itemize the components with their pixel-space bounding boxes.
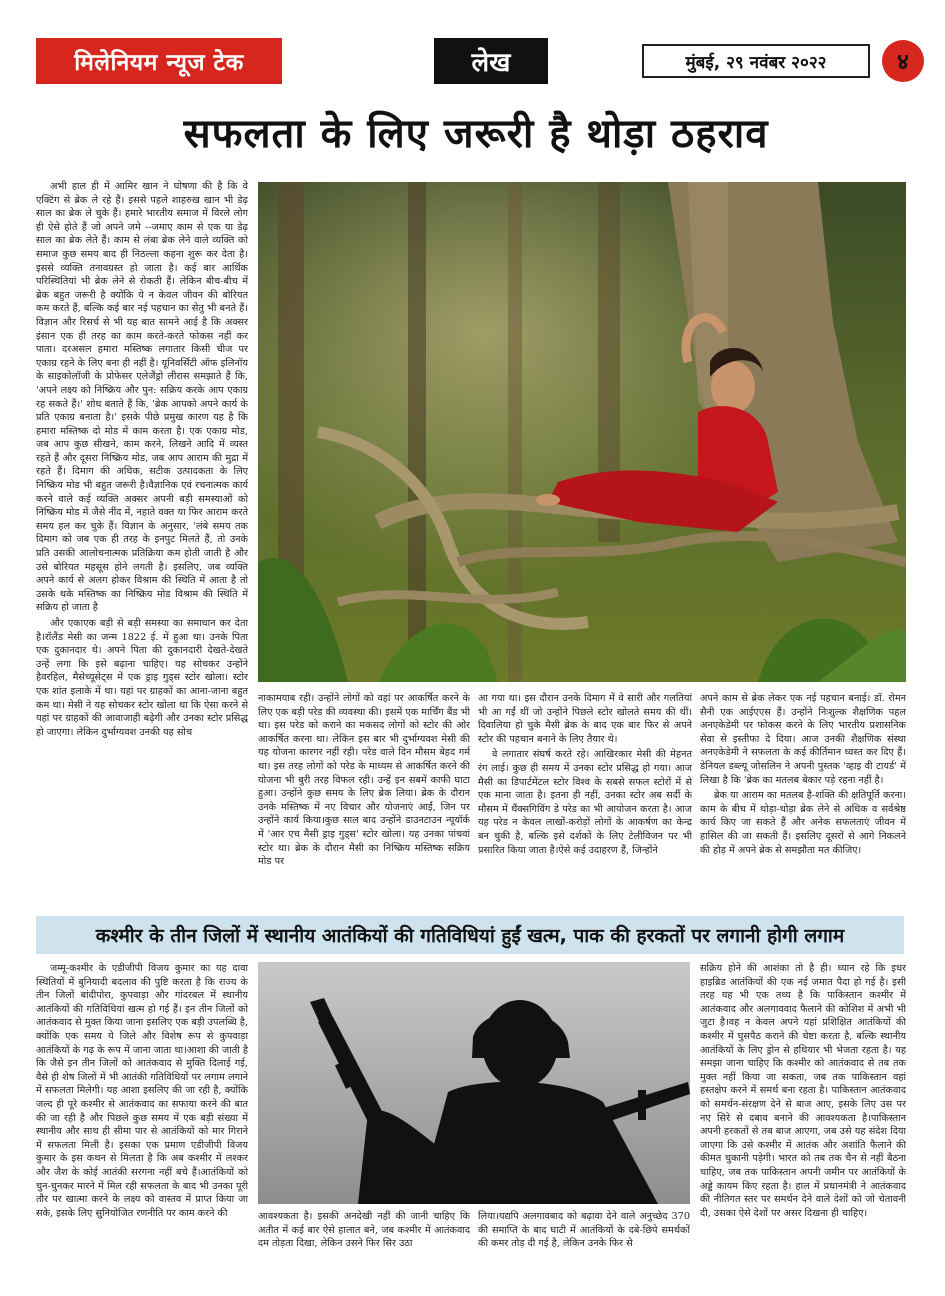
article1-paragraph: वे लगातार संघर्ष करते रहे। आखिरकार मेसी की मेहनत रंग लाई। कुछ ही समय में उनका स्टोर प्रसिद्ध हो गया। आज मैसी का डिपार्टमेंटल स्टोर विश्व के सबसे सफल स्टोरों में से एक माना जाता है। इतना ही नहीं, उनका स्टोर अब सर्दी के मौसम में थैंक्सगिविंग डे परेड का भी आयोजन करता है। आज यह परेड न केवल लाखों-करोड़ों लोगों के आकर्षण का केन्द्र बन चुकी है, बल्कि इसे दर्शकों के लिए टेलीविजन पर भी प्रसारित किया जाता है।ऐसे कई उदाहरण हैं, जिन्होंने xyxy=(478,749,692,856)
article2-paragraph: सक्रिय होने की आशंका तो है ही। ध्यान रहे कि इधर हाइब्रिड आतंकियों की एक नई जमात पैदा हो गई है। इसी तरह यह भी एक तथ्य है कि पाकिस्तान कश्मीर में आतंकवाद और अलगाववाद फैलाने की कोशिश में अभी भी जुटा है।वह न केवल अपने यहां प्रशिक्षित आतंकियों की कश्मीर में घुसपैठ कराने की चेष्टा करता है, बल्कि स्थानीय आतंकियों के लिए ड्रोन से हथियार भी भेजता रहता है। यह समझा जाना चाहिए कि कश्मीर को आतंकवाद से तब तक मुक्त नहीं किया जा सकता, जब तक पाकिस्तान वहां हस्तक्षेप करने में समर्थ बना रहता है। पाकिस्तान आतंकवाद को समर्थन-संरक्षण देने से बाज आए, इसके लिए उस पर नए सिरे से दबाव बनाने की आवश्यकता है।पाकिस्तान अपनी हरकतों से तब बाज आएगा, जब उसे यह संदेश दिया जाएगा कि उसे कश्मीर में आतंक और अशांति फैलाने की कीमत चुकानी पड़ेगी। भारत को तब तक चैन से नहीं बैठना चाहिए, जब तक पाकिस्तान अपनी जमीन पर आतंकियों के अड्डे कायम किए रहता है। हाल में प्रधानमंत्री ने आतंकवाद की नीतिगत स्तर पर समर्थन देने वाले देशों को जो चेतावनी दी, उसका ऐसे देशों पर असर दिखना ही चाहिए। xyxy=(700,963,906,1219)
woman-in-forest-photo xyxy=(258,182,906,682)
newspaper-name: मिलेनियम न्यूज टेक xyxy=(36,38,282,84)
article1-column-1 xyxy=(36,180,248,900)
article1-column-2 xyxy=(258,692,470,902)
article1-column-3 xyxy=(478,692,692,902)
article2-column-4 xyxy=(700,962,906,1262)
article1-paragraph: नाकामयाब रही। उन्होंने लोगों को वहां पर आकर्षित करने के लिए एक बड़ी परेड की व्यवस्था की। इसमें एक मार्चिंग बैंड भी था। इस परेड को कराने का मकसद लोगों को स्टोर की ओर आकर्षित करना था। लेकिन इस बार भी दुर्भाग्यवश मेसी की यह योजना कारगर नहीं रही। परेड वाले दिन मौसम बेहद गर्म था। इस तरह लोगों को परेड के माध्यम से आकर्षित करने की योजना भी बुरी तरह विफल रही। उन्हें इन सबमें काफी घाटा हुआ। उन्होंने कुछ समय के लिए ब्रेक लिया। ब्रेक के दौरान उनके मस्तिष्क में नए विचार और योजनाएं आईं, जिन पर उन्होंने कार्य किया।कुछ साल बाद उन्होंने डाउनटाउन न्यूयॉर्क में 'आर एच मैसी ड्राइ गुड्स' स्टोर खोला। यह उनका पांचवां स्टोर था। ब्रेक के दौरान मैसी का निष्क्रिय मस्तिष्क सक्रिय मोड पर xyxy=(258,693,470,868)
article2-paragraph: लिया।यद्यपि अलगावबाद को बढ़ावा देने वाले अनुच्छेद 370 की समाप्ति के बाद घाटी में आतंकियों के दबे-छिपे समर्थकों की कमर तोड़ दी गई है, लेकिन उनके फिर से xyxy=(478,1211,690,1250)
masthead xyxy=(36,38,916,84)
second-headline: कश्मीर के तीन जिलों में स्थानीय आतंकियों की गतिविधियां हुईं खत्म, पाक की हरकतों पर लगानी होगी लगाम xyxy=(36,916,904,954)
article1-column-4 xyxy=(700,692,906,902)
section-label: लेख xyxy=(434,38,548,84)
article2-column-3 xyxy=(478,1210,690,1266)
article1-paragraph: और एकाएक बड़ी से बड़ी समस्या का समाधान कर देता है।रॉलैंड मेसी का जन्म 1822 ई. में हुआ था। उनके पिता एक दुकानदार थे। अपने पिता की दुकानदारी देखते-देखते उन्हें लगा कि इसे बढ़ाना चाहिए। यह सोचकर उन्होंने हैवरहिल, मैसेच्यूसेट्स में एक ड्राइ गुड्स स्टोर खोला। स्टोर एक शांत इलाके में था। यहां पर ग्राहकों का आना-जाना बहुत कम था। मेसी ने यह सोचकर स्टोर खोला था कि ऐसा करने से यहां पर ग्राहकों की आवाजाही बढ़ेगी और उनका स्टोर प्रसिद्ध हो जाएगा। लेकिन दुर्भाग्यवश उनकी यह सोच xyxy=(36,618,248,738)
dateline: मुंबई, २९ नवंबर २०२२ xyxy=(642,44,870,78)
article2-column-1 xyxy=(36,962,248,1262)
article1-paragraph: ब्रेक या आराम का मतलब है-शक्ति की क्षतिपूर्ति करना। काम के बीच में थोड़ा-थोड़ा ब्रेक लेने से अधिक व सर्वश्रेष्ठ कार्य किए जा सकते हैं और अनेक सफलताएं जीवन में हासिल की जा सकती हैं। इसलिए दूसरों से आगे निकलने की होड़ में अपने ब्रेक से समझौता मत कीजिए। xyxy=(700,790,906,856)
article1-paragraph: अपने काम से ब्रेक लेकर एक नई पहचान बनाई। डॉ. रोमन सैनी एक आईएएस हैं। उन्होंने निःशुल्क शैक्षणिक पहल अनएकेडेमी पर फोकस करने के लिए भारतीय प्रशासनिक सेवा से इस्तीफा दे दिया। आज उनकी शैक्षणिक संस्था अनएकेडेमी ने सफलता के कई कीर्तिमान ध्वस्त कर दिए हैं।डेनियल डब्ल्यू जोसलिन ने अपनी पुस्तक 'व्हाइ वी टायर्ड' में लिखा है कि 'ब्रेक का मतलब बेकार पड़े रहना नहीं है। xyxy=(700,693,906,786)
article1-paragraph: अभी हाल ही में आमिर खान ने घोषणा की है कि वे एक्टिंग से ब्रेक ले रहे हैं। इससे पहले शाहरुख खान भी डेढ़ साल का ब्रेक ले चुके हैं। हमारे भारतीय समाज में विरले लोग ही ऐसे होते हैं जो अपने जमे --जमाए काम से एक या डेढ़ साल का ब्रेक लेते हैं। काम से लंबा ब्रेक लेने वाले व्यक्ति को समाज कुछ समय बाद ही निठल्ला कहना शुरू कर देता है। इससे व्यक्ति तनावग्रस्त हो जाता है। कई बार आर्थिक परिस्थितियां भी ब्रेक लेने से रोकती हैं। लेकिन बीच-बीच में ब्रेक बहुत जरूरी है क्योंकि ये न केवल जीवन की बोरियत कम करते हैं, बल्कि कई बार नई पहचान का सेतु भी बनते हैं।विज्ञान और रिसर्च से भी यह बात सामने आई है कि अक्सर इंसान एक ही तरह का काम करते-करते फोकस नहीं कर पाता। दरअसल हमारा मस्तिष्क लगातार किसी चीज पर एकाग्र रहने के लिए बना ही नहीं है। यूनिवर्सिटी ऑफ इलिनॉय के साइकोलॉजी के प्रोफेसर एलेजैंड्रो लीरास समझाते हैं कि, 'अपने लक्ष्य को निष्क्रिय और पुन: सक्रिय करके आप एकाग्र रह सकते हैं।' शोध बताते हैं कि, 'ब्रेक आपको अपने कार्य के प्रति एकाग्र बनाता है।' इसके पीछे प्रमुख कारण यह है कि हमारा मस्तिष्क दो मोड में काम करता है। एक एकाग्र मोड, जब आप कुछ सीखने, काम करने, लिखने आदि में व्यस्त रहते हैं और दूसरा निष्क्रिय मोड, जब आप आराम की मुद्रा में रहते हैं। दिमाग की अधिक, सटीक उत्पादकता के लिए निष्क्रिय मोड भी बहुत जरूरी है।वैज्ञानिक एवं रचनात्मक कार्य करने वाले कई व्यक्ति अक्सर अपनी बड़ी समस्याओं को निष्क्रिय मोड में जैसे नींद में, नहाते वक्त या फिर आराम करते समय हल कर चुके हैं। विज्ञान के अनुसार, 'लंबे समय तक दिमाग को जब एक ही तरह के इनपुट मिलते हैं, तो उनके प्रति उसकी आलोचनात्मक प्रतिक्रिया कम होती जाती है और उसे बोरियत महसूस होने लगती है। इसलिए, जब व्यक्ति अपने कार्य से अलग होकर विश्राम की स्थिति में आता है तो उसके थके मस्तिष्क का निष्क्रिय मोड विश्राम की स्थिति में सक्रिय हो जाता है xyxy=(36,181,248,614)
article1-paragraph: आ गया था। इस दौरान उनके दिमाग में वे सारी और गलतियां भी आ गईं थीं जो उन्होंने पिछले स्टोर खोलते समय की थीं। दिवालिया हो चुके मैसी ब्रेक के बाद एक बार फिर से अपने स्टोर की पहचान बनाने के लिए तैयार थे। xyxy=(478,693,692,745)
militant-silhouette-photo xyxy=(258,962,690,1204)
page-number: ४ xyxy=(882,40,924,82)
article2-paragraph: जम्मू-कश्मीर के एडीजीपी विजय कुमार का यह दावा स्थितियों में बुनियादी बदलाव की पुष्टि करता है कि राज्य के तीन जिलों बांदीपोरा, कुपवाड़ा और गांदरबल में स्थानीय आतंकियों की गतिविधियां खत्म हो गई हैं। इन तीन जिलों को आतंकवाद से मुक्त किया जाना इसलिए एक बड़ी उपलब्धि है, क्योंकि एक समय ये जिले और विशेष रूप से कुपवाड़ा आतंकियों के गढ़ के रूप में जाना जाता था।आशा की जाती है कि जैसे इन तीन जिलों को आतंकवाद से मुक्ति दिलाई गई, वैसे ही शेष जिलों में भी आतंकी गतिविधियों पर लगाम लगाने में सफलता मिलेगी। यह आशा इसलिए की जा रही है, क्योंकि जल्द ही पूरे कश्मीर से आतंकवाद का सफाया करने की बात की जा रही है और पिछले कुछ समय में एक बड़ी संख्या में स्थानीय और साथ ही सीमा पार से आतंकियों को मार गिराने में सफलता मिली है। इसका एक प्रमाण एडीजीपी विजय कुमार के इस कथन से मिलता है कि अब कश्मीर में लश्कर और जैश के कोई आतंकी सरगना नहीं बचे हैं।आतंकियों को चुन-चुनकर मारने में मिल रही सफलता के बाद भी उनका पूरी तौर पर खात्मा करने के लक्ष्य को वास्तव में प्राप्त किया जा सके, इसके लिए सुनियोजित रणनीति पर काम करने की xyxy=(36,963,248,1219)
article2-column-2 xyxy=(258,1210,470,1266)
article2-paragraph: आवश्यकता है। इसकी अनदेखी नहीं की जानी चाहिए कि अतीत में कई बार ऐसे हालात बने, जब कश्मीर में आतंकवाद दम तोड़ता दिखा, लेकिन उसने फिर सिर उठा xyxy=(258,1211,470,1250)
main-headline: सफलता के लिए जरूरी है थोड़ा ठहराव xyxy=(183,111,769,157)
